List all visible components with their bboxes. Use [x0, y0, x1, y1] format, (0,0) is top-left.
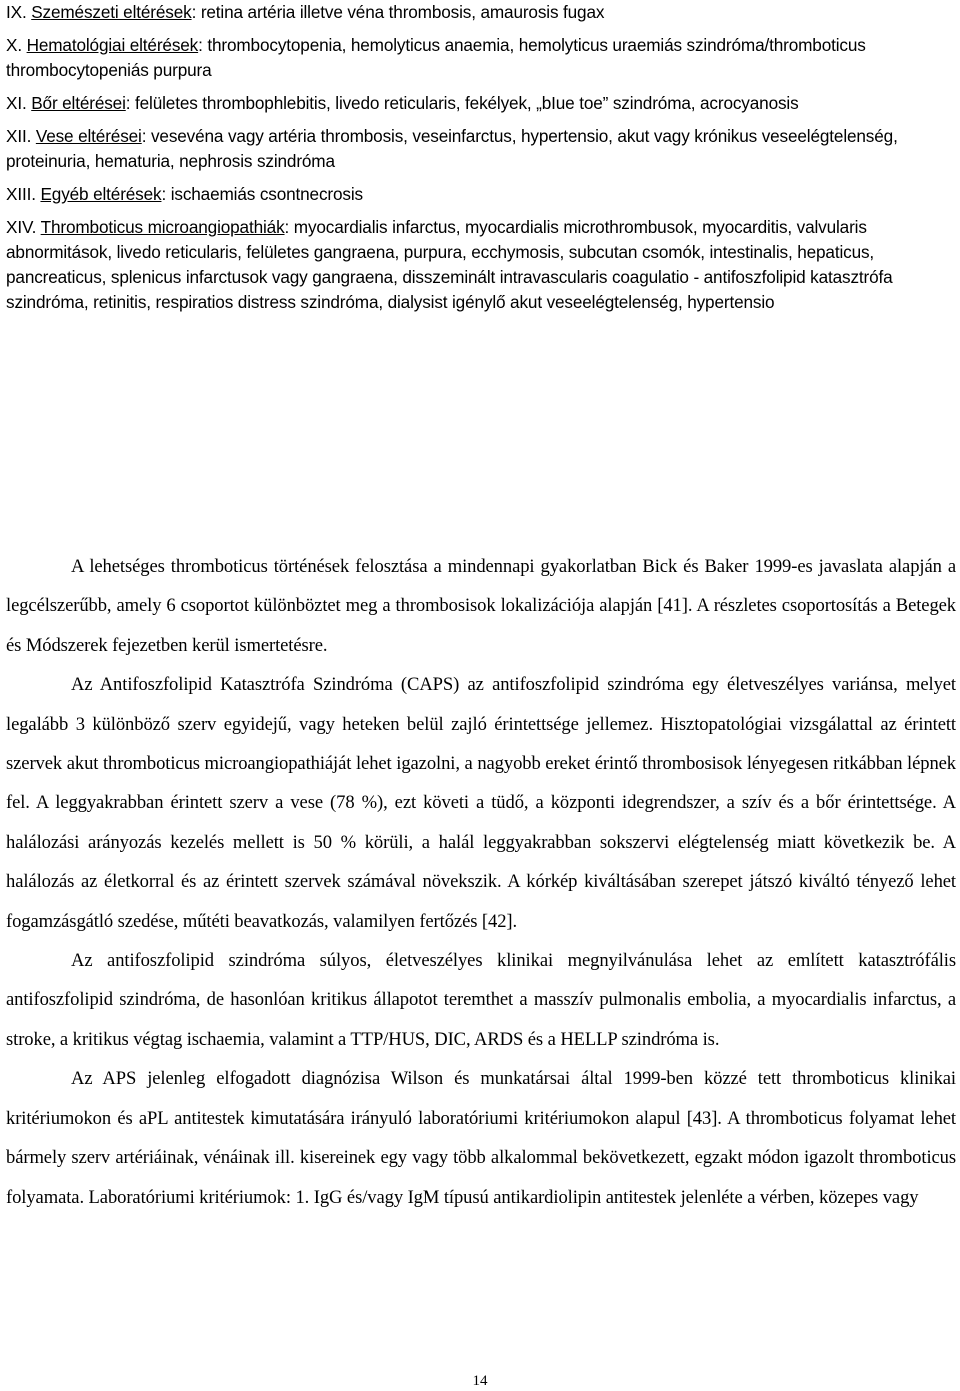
list-item-text: : felületes thrombophlebitis, livedo reticularis, fekélyek, „bIue toe” szindróma, acrocyanosis — [125, 93, 799, 113]
list-item — [6, 0, 956, 25]
paragraph: Az APS jelenleg elfogadott diagnózisa Wilson és munkatársai által 1999-ben közzé tett thromboticus klinikai kritériumokon és aPL antitestek kimutatására irányuló laboratóriumi kritériumokon alapul [43]. A thromboticus folyamat lehet bármely szerv artériáinak, vénáinak ill. kisereinek egy vagy több alkalommal bekövetkezett, egzakt módon igazolt thromboticus folyamata. Laboratóriumi kritériumok: 1. IgG és/vagy IgM típusú antikardiolipin antitestek jelenléte a vérben, közepes vagy — [6, 1068, 956, 1208]
list-item-heading: Egyéb eltérések — [40, 184, 162, 204]
list-item — [6, 91, 956, 116]
list-item-number: XIII. — [6, 184, 36, 204]
list-item-number: XIV. — [6, 217, 37, 237]
list-item-heading: Szemészeti eltérések — [31, 2, 192, 22]
manifestations-list — [6, 0, 956, 323]
list-item-text: : vesevéna vagy artéria thrombosis, veseinfarctus, hypertensio, akut vagy krónikus veseelégtelenség, proteinuria, hematuria, nephrosis szindróma — [6, 126, 898, 171]
list-item-number: XI. — [6, 93, 27, 113]
list-item-heading: Bőr eltérései — [31, 93, 126, 113]
list-item-text: : ischaemiás csontnecrosis — [161, 184, 363, 204]
list-item-heading: Hematológiai eltérések — [26, 35, 199, 55]
list-item — [6, 33, 956, 83]
list-item — [6, 215, 956, 315]
list-item — [6, 182, 956, 207]
list-item — [6, 124, 956, 174]
paragraph: Az Antifoszfolipid Katasztrófa Szindróma (CAPS) az antifoszfolipid szindróma egy életveszélyes variánsa, melyet legalább 3 különböző szerv egyidejű, vagy heteken belül zajló érintettsége jellemez. Hisztopatológiai vizsgálattal az érintett szervek akut thromboticus microangiopathiáját lehet igazolni, a nagyobb ereket érintő thrombosisok lényegesen ritkábban lépnek fel. A leggyakrabban érintett szerv a vese (78 %), ezt követi a tüdő, a központi idegrendszer, a szív és a bőr érintettsége. A halálozási arányozás kezelés mellett is 50 % körüli, a halál leggyakrabban sokszervi elégtelenség miatt következik be. A halálozás az életkorral és az érintett szervek számával növekszik. A kórkép kiváltásában szerepet játszó kiváltó tényező lehet fogamzásgátló szedése, műtéti beavatkozás, valamilyen fertőzés [42]. — [6, 674, 956, 932]
list-item-number: IX. — [6, 2, 27, 22]
list-item-number: X. — [6, 35, 22, 55]
paragraph: Az antifoszfolipid szindróma súlyos, életveszélyes klinikai megnyilvánulása lehet az említett katasztrófális antifoszfolipid szindróma, de hasonlóan kritikus állapotot teremthet a masszív pulmonalis embolia, a myocardialis infarctus, a stroke, a kritikus végtag ischaemia, valamint a TTP/HUS, DIC, ARDS és a HELLP szindróma is. — [6, 950, 956, 1050]
list-item-heading: Thromboticus microangiopathiák — [40, 217, 285, 237]
paragraph: A lehetséges thromboticus történések felosztása a mindennapi gyakorlatban Bick és Baker 1999-es javaslata alapján a legcélszerűbb, amely 6 csoportot különböztet meg a thrombosisok lokalizációja alapján [41]. A részletes csoportosítás a Betegek és Módszerek fejezetben kerül ismertetésre. — [6, 556, 956, 656]
body-text — [6, 547, 956, 1217]
list-item-text: : myocardialis infarctus, myocardialis microthrombusok, myocarditis, valvularis abnormitások, livedo reticularis, felületes gangraena, purpura, ecchymosis, subcutan csomók, intestinalis, hepaticus, pancreaticus, splenicus infarctusok vagy gangraena, disszeminált intravascularis coagulatio - antifoszfolipid katasztrófa szindróma, retinitis, respiratios distress szindróma, dialysist igénylő akut veseelégtelenség, hypertensio — [6, 217, 893, 312]
list-item-number: XII. — [6, 126, 32, 146]
page-number: 14 — [472, 1373, 488, 1389]
list-item-heading: Vese eltérései — [35, 126, 142, 146]
list-item-text: : thrombocytopenia, hemolyticus anaemia, hemolyticus uraemiás szindróma/thromboticus thrombocytopeniás purpura — [6, 35, 866, 80]
list-item-text: : retina artéria illetve véna thrombosis, amaurosis fugax — [191, 2, 605, 22]
